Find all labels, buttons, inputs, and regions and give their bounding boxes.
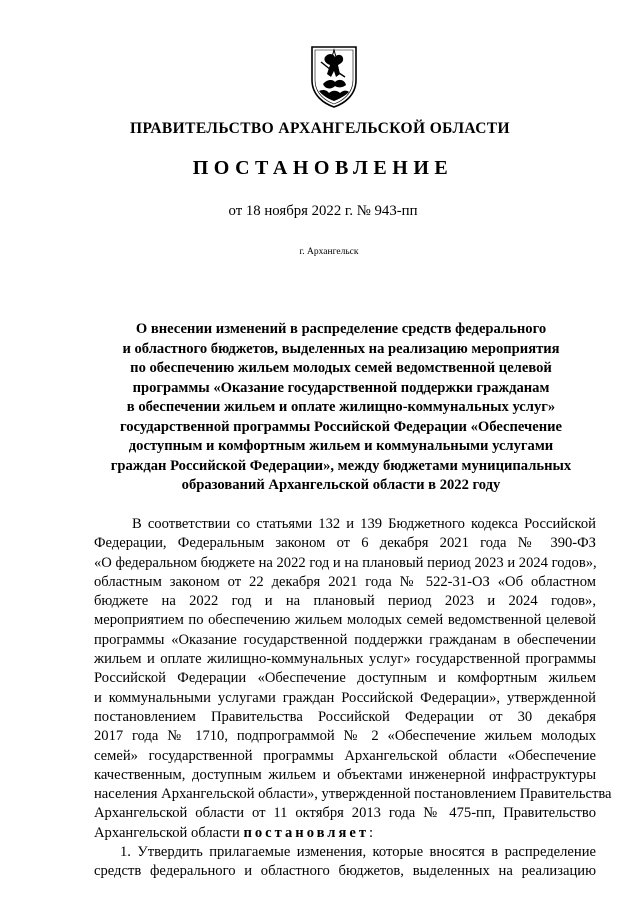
body-line: бюджете на 2022 год и на плановый период 2023 и 2024 годов», [94,593,596,610]
document-body [94,515,612,882]
government-name: ПРАВИТЕЛЬСТВО АРХАНГЕЛЬСКОЙ ОБЛАСТИ [129,120,510,137]
body-line: Федерации, Федеральным законом от 6 декабря 2021 года № 390-ФЗ [94,535,596,552]
body-line: «О федеральном бюджете на 2022 год и на плановый период 2023 и 2024 годов», [94,554,597,571]
item-line: средств федерального и областного бюджетов, выделенных на реализацию [94,863,596,880]
city: г. Архангельск [299,247,359,257]
title-line: доступным и комфортным жильем и коммунальными услугами [128,438,554,454]
body-line: семей» государственной программы Архангельской области «Обеспечение [94,747,596,764]
title-line: О внесении изменений в распределение средств федерального [135,321,547,337]
title-line: граждан Российской Федерации», между бюджетами муниципальных [110,457,572,474]
title-line: по обеспечению жильем молодых семей ведомственной целевой [130,360,552,376]
title-line: в обеспечении жильем и оплате жилищно-коммунальных услуг» [126,399,556,415]
title-line: и областного бюджетов, выделенных на реализацию мероприятия [122,340,560,357]
body-line: и коммунальными услугами граждан Российской Федерации», утвержденной [94,689,596,706]
coat-of-arms-icon [309,44,359,109]
document-title [40,320,640,496]
title-line: образований Архангельской области в 2022 году [181,477,501,493]
body-line: Архангельской области от 11 октября 2013 года № 475-пп, Правительство [94,805,596,822]
body-line: качественным, доступным жильем и объектами инженерной инфраструктуры [94,766,596,783]
body-line: программы «Оказание государственной поддержки гражданам в обеспечении [94,631,596,648]
body-line: жильем и оплате жилищно-коммунальных услуг» государственной программы [94,651,596,668]
body-line: 2017 года № 1710, подпрограммой № 2 «Обеспечение жильем молодых [94,728,596,745]
body-line: постановлением Правительства Российской Федерации от 30 декабря [94,708,596,725]
item-line: 1. Утвердить прилагаемые изменения, которые вносятся в распределение [120,844,596,861]
body-line: В соответствии со статьями 132 и 139 Бюджетного кодекса Российской [132,516,596,532]
body-line: областным законом от 22 декабря 2021 года № 522-31-ОЗ «Об областном [94,573,596,590]
body-line: мероприятием по обеспечению жильем молодых семей ведомственной целевой [94,612,596,629]
title-line: государственной программы Российской Федерации «Обеспечение [119,418,563,435]
title-line: программы «Оказание государственной поддержки гражданам [132,379,550,396]
document-type: ПОСТАНОВЛЕНИЕ [192,157,454,179]
body-line: населения Архангельской области», утвержденной постановлением Правительства [94,786,612,803]
decree-suffix: : [369,824,374,841]
body-line: Российской Федерации «Обеспечение доступным и комфортным жильем [94,670,596,687]
decree-line [94,824,596,843]
decree-keyword: постановляет [243,824,370,841]
decree-prefix: Архангельской области [94,824,244,841]
date-and-number: от 18 ноября 2022 г. № 943-пп [228,203,418,219]
